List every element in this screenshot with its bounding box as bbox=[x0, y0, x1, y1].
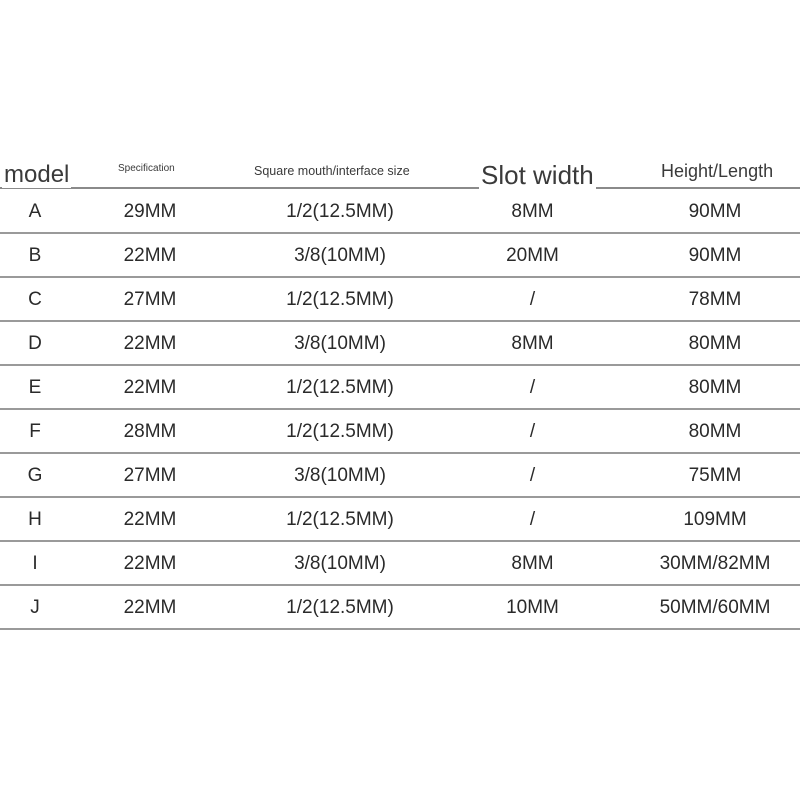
table-row bbox=[0, 234, 800, 278]
cell-height-length: 50MM/60MM bbox=[659, 597, 771, 618]
cell-height-length: 80MM bbox=[688, 333, 742, 354]
spec-table bbox=[0, 150, 800, 630]
cell-slot-width: 10MM bbox=[506, 597, 559, 618]
cell-square-mouth: 3/8(10MM) bbox=[294, 465, 386, 486]
cell-square-mouth: 3/8(10MM) bbox=[294, 333, 386, 354]
cell-specification: 28MM bbox=[123, 421, 177, 442]
cell-height-length: 109MM bbox=[683, 509, 747, 530]
cell-square-mouth: 3/8(10MM) bbox=[294, 553, 386, 574]
table-row bbox=[0, 366, 800, 410]
cell-model: D bbox=[28, 333, 42, 354]
cell-specification: 22MM bbox=[123, 333, 177, 354]
cell-height-length: 80MM bbox=[688, 421, 742, 442]
cell-height-length: 78MM bbox=[688, 289, 742, 310]
cell-square-mouth: 1/2(12.5MM) bbox=[286, 289, 394, 310]
cell-model: H bbox=[28, 509, 42, 530]
header-height-length: Height/Length bbox=[661, 161, 774, 181]
cell-specification: 29MM bbox=[123, 201, 177, 222]
table-header bbox=[0, 150, 800, 190]
cell-square-mouth: 1/2(12.5MM) bbox=[286, 421, 394, 442]
header-slot-width: Slot width bbox=[481, 160, 594, 190]
cell-specification: 22MM bbox=[123, 377, 177, 398]
cell-specification: 27MM bbox=[123, 465, 177, 486]
cell-specification: 22MM bbox=[123, 509, 177, 530]
table-row bbox=[0, 586, 800, 630]
cell-model: A bbox=[28, 201, 42, 222]
cell-model: B bbox=[28, 245, 42, 266]
cell-height-length: 75MM bbox=[688, 465, 742, 486]
table-row bbox=[0, 190, 800, 234]
table-row bbox=[0, 278, 800, 322]
cell-height-length: 30MM/82MM bbox=[659, 553, 771, 574]
cell-square-mouth: 3/8(10MM) bbox=[294, 245, 386, 266]
header-divider bbox=[0, 187, 800, 189]
table-row bbox=[0, 542, 800, 586]
table-row bbox=[0, 410, 800, 454]
cell-specification: 22MM bbox=[123, 553, 177, 574]
table-body bbox=[0, 190, 800, 630]
cell-slot-width: 8MM bbox=[511, 333, 554, 354]
cell-model: C bbox=[28, 289, 42, 310]
cell-model: G bbox=[27, 465, 43, 486]
cell-model: I bbox=[32, 553, 38, 574]
cell-height-length: 90MM bbox=[688, 245, 742, 266]
cell-slot-width: 20MM bbox=[506, 245, 559, 266]
cell-square-mouth: 1/2(12.5MM) bbox=[286, 597, 394, 618]
cell-specification: 27MM bbox=[123, 289, 177, 310]
header-specification: Specification bbox=[118, 163, 175, 174]
table-row bbox=[0, 454, 800, 498]
cell-slot-width: 8MM bbox=[511, 201, 554, 222]
cell-slot-width: / bbox=[529, 421, 536, 442]
cell-specification: 22MM bbox=[123, 245, 177, 266]
cell-height-length: 80MM bbox=[688, 377, 742, 398]
cell-model: F bbox=[29, 421, 41, 442]
header-model: model bbox=[4, 161, 70, 188]
cell-model: E bbox=[28, 377, 42, 398]
cell-model: J bbox=[30, 597, 40, 618]
cell-slot-width: / bbox=[529, 509, 536, 530]
cell-slot-width: 8MM bbox=[511, 553, 554, 574]
cell-slot-width: / bbox=[529, 465, 536, 486]
cell-square-mouth: 1/2(12.5MM) bbox=[286, 509, 394, 530]
cell-square-mouth: 1/2(12.5MM) bbox=[286, 377, 394, 398]
table-row bbox=[0, 498, 800, 542]
cell-height-length: 90MM bbox=[688, 201, 742, 222]
cell-slot-width: / bbox=[529, 377, 536, 398]
cell-slot-width: / bbox=[529, 289, 536, 310]
header-square-mouth: Square mouth/interface size bbox=[254, 164, 410, 178]
table-row bbox=[0, 322, 800, 366]
cell-square-mouth: 1/2(12.5MM) bbox=[286, 201, 394, 222]
cell-specification: 22MM bbox=[123, 597, 177, 618]
